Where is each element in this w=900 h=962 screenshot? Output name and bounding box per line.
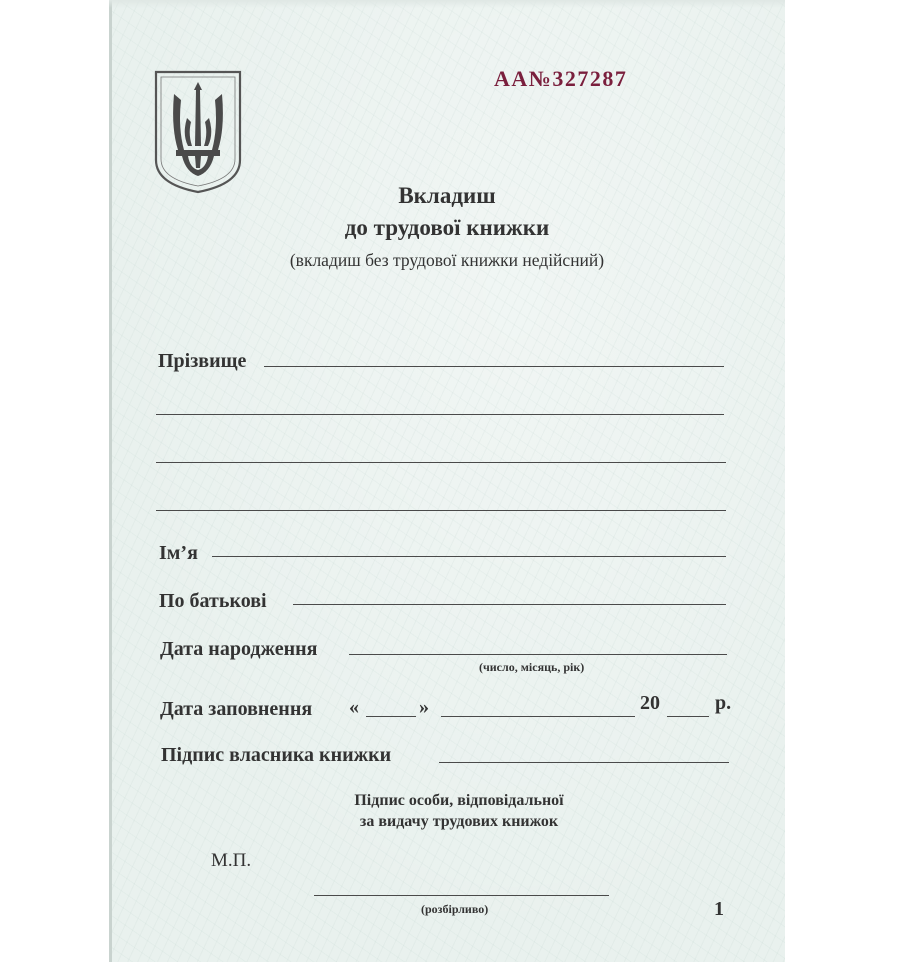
fill-date-year-field[interactable] <box>667 716 709 717</box>
surname-field-line2[interactable] <box>156 414 724 415</box>
legible-hint: (розбірливо) <box>421 902 489 916</box>
surname-label: Прізвище <box>158 350 247 372</box>
fill-date-label: Дата заповнення <box>160 698 313 720</box>
surname-field[interactable] <box>264 366 724 367</box>
fill-date-century: 20 <box>640 692 660 714</box>
birth-date-label: Дата народження <box>160 638 318 660</box>
name-label: Ім’я <box>159 542 198 564</box>
serial-number: АА№327287 <box>494 66 628 91</box>
patronymic-field[interactable] <box>293 604 726 605</box>
surname-field-line3[interactable] <box>156 462 726 463</box>
page-top-shadow <box>109 0 785 8</box>
document-title-line2: до трудової книжки <box>344 215 550 240</box>
name-field[interactable] <box>212 556 726 557</box>
patronymic-label: По батькові <box>159 590 267 612</box>
owner-signature-label: Підпис власника книжки <box>161 744 392 766</box>
responsible-signature-field[interactable] <box>314 895 609 896</box>
fill-date-year-suffix: р. <box>715 692 732 714</box>
page-edge <box>109 0 112 962</box>
fill-date-close-quote: » <box>419 696 429 718</box>
document-subtitle: (вкладиш без трудової книжки недійсний) <box>289 250 605 270</box>
page-number: 1 <box>714 898 724 920</box>
trident-coat-of-arms-icon <box>152 68 244 196</box>
fill-date-open-quote: « <box>349 696 359 718</box>
birth-date-field[interactable] <box>349 654 727 655</box>
fill-date-month-field[interactable] <box>441 716 635 717</box>
document-page <box>109 0 785 962</box>
birth-date-hint: (число, місяць, рік) <box>479 660 585 674</box>
stamp-place-label: М.П. <box>211 850 252 871</box>
fill-date-day-field[interactable] <box>366 716 416 717</box>
responsible-signature-label-line2: за видачу трудових книжок <box>359 813 559 830</box>
surname-field-line4[interactable] <box>156 510 726 511</box>
responsible-signature-label: Підпис особи, відповідальної <box>354 792 564 809</box>
document-title: Вкладиш <box>398 183 496 208</box>
owner-signature-field[interactable] <box>439 762 729 763</box>
